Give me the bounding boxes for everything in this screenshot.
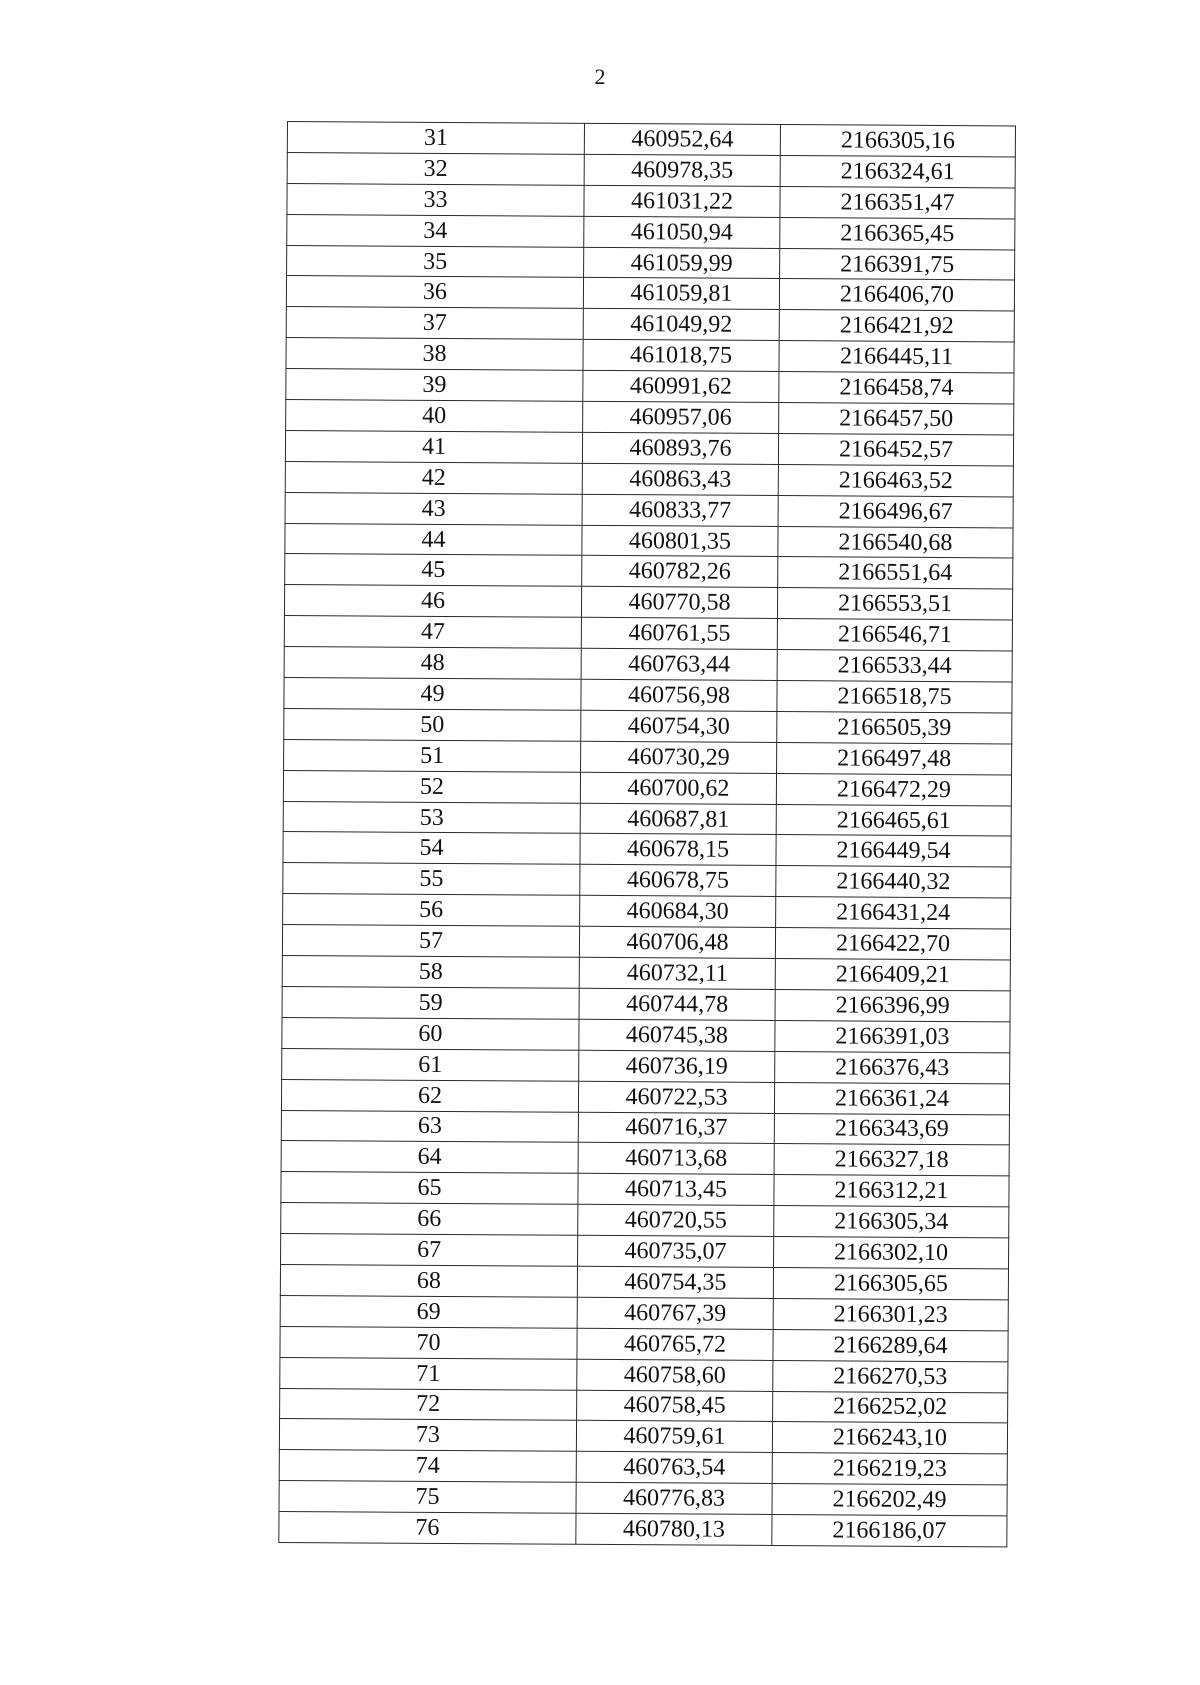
x-coordinate-cell: 460754,35 bbox=[577, 1266, 773, 1298]
y-coordinate-cell: 2166305,65 bbox=[773, 1267, 1008, 1299]
table-row bbox=[281, 1234, 1009, 1269]
table-row bbox=[281, 1172, 1009, 1207]
point-number-cell: 55 bbox=[283, 863, 580, 896]
y-coordinate-cell: 2166406,70 bbox=[779, 279, 1014, 311]
table-row bbox=[280, 1295, 1008, 1330]
table-row bbox=[283, 894, 1011, 929]
point-number-cell: 53 bbox=[283, 801, 580, 834]
y-coordinate-cell: 2166305,34 bbox=[774, 1206, 1009, 1238]
x-coordinate-cell: 460952,64 bbox=[584, 123, 780, 155]
x-coordinate-cell: 460758,45 bbox=[577, 1390, 773, 1422]
y-coordinate-cell: 2166540,68 bbox=[778, 526, 1013, 558]
point-number-cell: 70 bbox=[280, 1326, 577, 1359]
point-number-cell: 71 bbox=[280, 1357, 577, 1390]
y-coordinate-cell: 2166365,45 bbox=[780, 217, 1015, 249]
point-number-cell: 69 bbox=[280, 1295, 577, 1328]
page-number: 2 bbox=[594, 64, 606, 89]
table-row bbox=[282, 986, 1010, 1021]
point-number-cell: 61 bbox=[282, 1048, 579, 1081]
y-coordinate-cell: 2166305,16 bbox=[780, 125, 1015, 157]
point-number-cell: 43 bbox=[285, 492, 582, 525]
point-number-cell: 34 bbox=[287, 214, 584, 247]
point-number-cell: 36 bbox=[286, 276, 583, 309]
table-row bbox=[282, 925, 1010, 960]
point-number-cell: 38 bbox=[286, 338, 583, 371]
table-row bbox=[279, 1419, 1007, 1454]
y-coordinate-cell: 2166465,61 bbox=[776, 804, 1011, 836]
x-coordinate-cell: 460700,62 bbox=[580, 772, 776, 804]
x-coordinate-cell: 460744,78 bbox=[579, 988, 775, 1020]
point-number-cell: 60 bbox=[282, 1017, 579, 1050]
table-row bbox=[287, 183, 1015, 218]
x-coordinate-cell: 460736,19 bbox=[579, 1050, 775, 1082]
table-row bbox=[286, 400, 1014, 435]
y-coordinate-cell: 2166440,32 bbox=[776, 866, 1011, 898]
table-row bbox=[285, 523, 1013, 558]
x-coordinate-cell: 460991,62 bbox=[583, 370, 779, 402]
table-row bbox=[282, 1017, 1010, 1052]
table-row bbox=[281, 1141, 1009, 1176]
y-coordinate-cell: 2166243,10 bbox=[772, 1422, 1007, 1454]
table-row bbox=[285, 554, 1013, 589]
y-coordinate-cell: 2166301,23 bbox=[773, 1298, 1008, 1330]
x-coordinate-cell: 460713,45 bbox=[578, 1174, 774, 1206]
x-coordinate-cell: 460678,15 bbox=[580, 834, 776, 866]
point-number-cell: 45 bbox=[285, 554, 582, 587]
point-number-cell: 49 bbox=[284, 678, 581, 711]
x-coordinate-cell: 460720,55 bbox=[578, 1204, 774, 1236]
x-coordinate-cell: 461049,92 bbox=[583, 309, 779, 341]
table-row bbox=[284, 616, 1012, 651]
x-coordinate-cell: 460730,29 bbox=[581, 741, 777, 773]
point-number-cell: 74 bbox=[279, 1450, 576, 1483]
y-coordinate-cell: 2166391,03 bbox=[775, 1020, 1010, 1052]
y-coordinate-cell: 2166302,10 bbox=[774, 1237, 1009, 1269]
y-coordinate-cell: 2166472,29 bbox=[776, 773, 1011, 805]
point-number-cell: 73 bbox=[279, 1419, 576, 1452]
x-coordinate-cell: 460763,54 bbox=[576, 1452, 772, 1484]
x-coordinate-cell: 460735,07 bbox=[578, 1235, 774, 1267]
table-row bbox=[281, 1079, 1009, 1114]
x-coordinate-cell: 460745,38 bbox=[579, 1019, 775, 1051]
point-number-cell: 41 bbox=[285, 430, 582, 463]
point-number-cell: 33 bbox=[287, 183, 584, 216]
y-coordinate-cell: 2166421,92 bbox=[779, 310, 1014, 342]
table-row bbox=[285, 461, 1013, 496]
y-coordinate-cell: 2166546,71 bbox=[777, 619, 1012, 651]
table-row bbox=[284, 708, 1012, 743]
y-coordinate-cell: 2166449,54 bbox=[776, 835, 1011, 867]
y-coordinate-cell: 2166551,64 bbox=[778, 557, 1013, 589]
point-number-cell: 31 bbox=[287, 122, 584, 155]
table-row bbox=[284, 647, 1012, 682]
coordinates-table-body bbox=[279, 122, 1016, 1547]
table-row bbox=[279, 1512, 1007, 1547]
table-row bbox=[284, 585, 1012, 620]
x-coordinate-cell: 460893,76 bbox=[582, 432, 778, 464]
table-row bbox=[283, 863, 1011, 898]
y-coordinate-cell: 2166496,67 bbox=[778, 495, 1013, 527]
point-number-cell: 44 bbox=[285, 523, 582, 556]
y-coordinate-cell: 2166396,99 bbox=[775, 989, 1010, 1021]
x-coordinate-cell: 460758,60 bbox=[577, 1359, 773, 1391]
x-coordinate-cell: 461059,81 bbox=[583, 278, 779, 310]
y-coordinate-cell: 2166391,75 bbox=[780, 248, 1015, 280]
y-coordinate-cell: 2166518,75 bbox=[777, 681, 1012, 713]
x-coordinate-cell: 460754,30 bbox=[581, 710, 777, 742]
point-number-cell: 64 bbox=[281, 1141, 578, 1174]
x-coordinate-cell: 460732,11 bbox=[579, 957, 775, 989]
table-row bbox=[285, 492, 1013, 527]
x-coordinate-cell: 461018,75 bbox=[583, 340, 779, 372]
point-number-cell: 76 bbox=[279, 1512, 576, 1545]
point-number-cell: 35 bbox=[287, 245, 584, 278]
point-number-cell: 50 bbox=[284, 708, 581, 741]
y-coordinate-cell: 2166270,53 bbox=[773, 1360, 1008, 1392]
x-coordinate-cell: 460776,83 bbox=[576, 1482, 772, 1514]
table-row bbox=[286, 338, 1014, 373]
x-coordinate-cell: 460780,13 bbox=[576, 1513, 772, 1545]
y-coordinate-cell: 2166351,47 bbox=[780, 186, 1015, 218]
point-number-cell: 67 bbox=[281, 1234, 578, 1267]
point-number-cell: 66 bbox=[281, 1203, 578, 1236]
table-row bbox=[279, 1450, 1007, 1485]
table-row bbox=[285, 430, 1013, 465]
table-row bbox=[280, 1388, 1008, 1423]
x-coordinate-cell: 460706,48 bbox=[579, 926, 775, 958]
point-number-cell: 32 bbox=[287, 152, 584, 185]
point-number-cell: 46 bbox=[284, 585, 581, 618]
table-row bbox=[284, 678, 1012, 713]
y-coordinate-cell: 2166553,51 bbox=[777, 588, 1012, 620]
y-coordinate-cell: 2166324,61 bbox=[780, 155, 1015, 187]
table-row bbox=[282, 956, 1010, 991]
table-row bbox=[287, 152, 1015, 187]
y-coordinate-cell: 2166252,02 bbox=[773, 1391, 1008, 1423]
y-coordinate-cell: 2166452,57 bbox=[778, 433, 1013, 465]
x-coordinate-cell: 460763,44 bbox=[581, 648, 777, 680]
table-row bbox=[281, 1203, 1009, 1238]
x-coordinate-cell: 461031,22 bbox=[584, 185, 780, 217]
x-coordinate-cell: 460765,72 bbox=[577, 1328, 773, 1360]
y-coordinate-cell: 2166457,50 bbox=[779, 403, 1014, 435]
x-coordinate-cell: 460756,98 bbox=[581, 679, 777, 711]
table-row bbox=[286, 307, 1014, 342]
y-coordinate-cell: 2166409,21 bbox=[775, 959, 1010, 991]
y-coordinate-cell: 2166431,24 bbox=[776, 897, 1011, 929]
x-coordinate-cell: 460761,55 bbox=[581, 618, 777, 650]
point-number-cell: 57 bbox=[282, 925, 579, 958]
y-coordinate-cell: 2166497,48 bbox=[777, 742, 1012, 774]
y-coordinate-cell: 2166376,43 bbox=[775, 1051, 1010, 1083]
coordinates-table bbox=[278, 121, 1016, 1547]
point-number-cell: 47 bbox=[284, 616, 581, 649]
x-coordinate-cell: 460759,61 bbox=[576, 1421, 772, 1453]
table-row bbox=[284, 739, 1012, 774]
x-coordinate-cell: 460957,06 bbox=[583, 401, 779, 433]
y-coordinate-cell: 2166202,49 bbox=[772, 1484, 1007, 1516]
x-coordinate-cell: 460687,81 bbox=[580, 803, 776, 835]
table-row bbox=[286, 276, 1014, 311]
table-row bbox=[280, 1264, 1008, 1299]
point-number-cell: 65 bbox=[281, 1172, 578, 1205]
table-row bbox=[280, 1357, 1008, 1392]
point-number-cell: 54 bbox=[283, 832, 580, 865]
x-coordinate-cell: 461050,94 bbox=[584, 216, 780, 248]
point-number-cell: 56 bbox=[283, 894, 580, 927]
point-number-cell: 59 bbox=[282, 986, 579, 1019]
y-coordinate-cell: 2166343,69 bbox=[774, 1113, 1009, 1145]
point-number-cell: 40 bbox=[286, 400, 583, 433]
table-row bbox=[281, 1110, 1009, 1145]
x-coordinate-cell: 460770,58 bbox=[581, 587, 777, 619]
table-row bbox=[279, 1481, 1007, 1516]
y-coordinate-cell: 2166505,39 bbox=[777, 711, 1012, 743]
y-coordinate-cell: 2166186,07 bbox=[772, 1515, 1007, 1547]
y-coordinate-cell: 2166219,23 bbox=[772, 1453, 1007, 1485]
table-row bbox=[286, 369, 1014, 404]
y-coordinate-cell: 2166445,11 bbox=[779, 341, 1014, 373]
table-row bbox=[283, 801, 1011, 836]
x-coordinate-cell: 460801,35 bbox=[582, 525, 778, 557]
x-coordinate-cell: 460767,39 bbox=[577, 1297, 773, 1329]
table-row bbox=[283, 770, 1011, 805]
point-number-cell: 58 bbox=[282, 956, 579, 989]
y-coordinate-cell: 2166361,24 bbox=[774, 1082, 1009, 1114]
x-coordinate-cell: 460684,30 bbox=[580, 896, 776, 928]
y-coordinate-cell: 2166458,74 bbox=[779, 372, 1014, 404]
x-coordinate-cell: 460833,77 bbox=[582, 494, 778, 526]
table-row bbox=[287, 245, 1015, 280]
table-row bbox=[282, 1048, 1010, 1083]
x-coordinate-cell: 460722,53 bbox=[578, 1081, 774, 1113]
point-number-cell: 51 bbox=[284, 739, 581, 772]
x-coordinate-cell: 460678,75 bbox=[580, 865, 776, 897]
y-coordinate-cell: 2166327,18 bbox=[774, 1144, 1009, 1176]
x-coordinate-cell: 460713,68 bbox=[578, 1143, 774, 1175]
point-number-cell: 42 bbox=[285, 461, 582, 494]
point-number-cell: 63 bbox=[281, 1110, 578, 1143]
point-number-cell: 52 bbox=[283, 770, 580, 803]
y-coordinate-cell: 2166463,52 bbox=[778, 464, 1013, 496]
y-coordinate-cell: 2166422,70 bbox=[775, 928, 1010, 960]
point-number-cell: 75 bbox=[279, 1481, 576, 1514]
point-number-cell: 72 bbox=[280, 1388, 577, 1421]
x-coordinate-cell: 460716,37 bbox=[578, 1112, 774, 1144]
y-coordinate-cell: 2166312,21 bbox=[774, 1175, 1009, 1207]
y-coordinate-cell: 2166289,64 bbox=[773, 1329, 1008, 1361]
table-row bbox=[287, 214, 1015, 249]
x-coordinate-cell: 460782,26 bbox=[582, 556, 778, 588]
point-number-cell: 39 bbox=[286, 369, 583, 402]
point-number-cell: 48 bbox=[284, 647, 581, 680]
table-row bbox=[287, 122, 1015, 157]
x-coordinate-cell: 460863,43 bbox=[582, 463, 778, 495]
x-coordinate-cell: 460978,35 bbox=[584, 154, 780, 186]
point-number-cell: 37 bbox=[286, 307, 583, 340]
x-coordinate-cell: 461059,99 bbox=[584, 247, 780, 279]
point-number-cell: 68 bbox=[280, 1264, 577, 1297]
table-row bbox=[280, 1326, 1008, 1361]
point-number-cell: 62 bbox=[281, 1079, 578, 1112]
y-coordinate-cell: 2166533,44 bbox=[777, 650, 1012, 682]
table-row bbox=[283, 832, 1011, 867]
